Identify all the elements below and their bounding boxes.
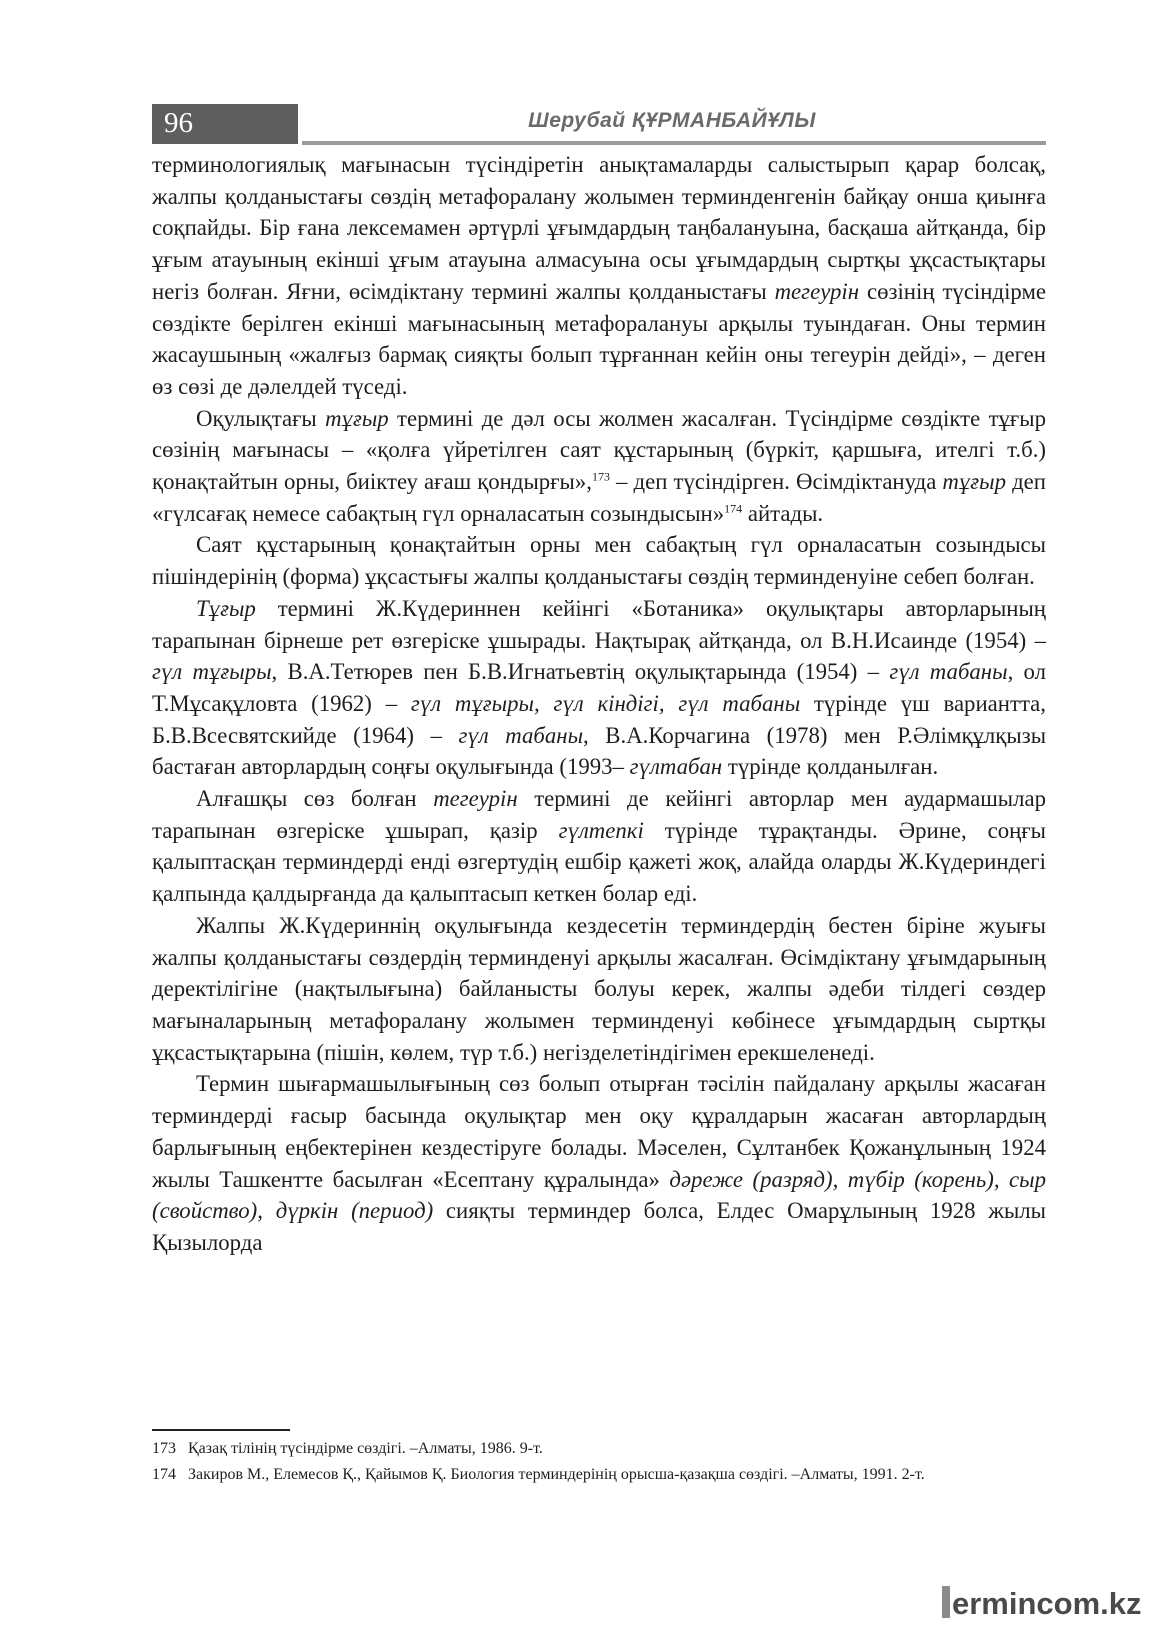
footnotes [152,1436,1052,1488]
footnote-separator [152,1429,290,1431]
text-run: Термин шығармашылығының сөз болып отырған тәсілін пайдалану арқылы жасаған терминдерді ғасыр басында оқулықтар мен оқу құралдарын жасаған авторлардың барлығының еңбектерінен кездестіруге болады. Мәселен, Сұлтанбек Қожанұлының 1924 жылы Ташкентте басылған «Есептану құралында» [152,1071,1046,1192]
text-run: терминологиялық мағынасын түсіндіретін анықтамаларды салыстырып қарар болсақ, жалпы қолданыстағы сөздің метафоралану жолымен терминденгенін байқау онша қиынға соқпайды. Бір ғана лексемамен әртүрлі ұғымдардың таңбалануына, басқаша айтқанда, бір ұғым атауының екінші ұғым атауына алмасуына осы ұғымдардың сыртқы ұқсастықтары негіз болған. Яғни, өсімдіктану термині жалпы қолданыстағы [152,152,1046,304]
text-run: Саят құстарының қонақтайтын орны мен сабақтың гүл орналасатын созындысы пішіндерінің (форма) ұқсастығы жалпы қолданыстағы сөздің терминденуіне себеп болған. [152,532,1046,590]
footnote-text: Қазақ тілінің түсіндірме сөздігі. –Алматы, 1986. 9-т. [188,1440,543,1457]
text-run: термині Ж.Күдериннен кейінгі «Ботаника» оқулықтары авторларының тарапынан бірнеше рет өзгеріске ұшырады. Нақтырақ айтқанда, ол В.Н.Исаинде (1954) – [152,595,1046,653]
text-run: айтады. [742,500,824,526]
header-rule [302,141,1046,145]
text-run: , В.А.Корчагина (1978) мен Р.Әлімқұлқызы бастаған авторлардың соңғы оқулығында (1993– [152,722,1047,780]
page-number: 96 [164,107,193,139]
paragraph [152,783,1046,910]
text-run: Оқулықтағы [196,405,326,431]
paragraph [152,1068,1046,1258]
term-italic: тегеурін [433,786,518,812]
term-italic: Тұғыр [196,595,256,621]
term-italic: гүлтабан [629,754,723,780]
term-italic: гүл табаны [889,659,1008,685]
text-run: Алғашқы сөз болған [196,786,434,812]
watermark-text: ermincom.kz [952,1586,1142,1621]
body-text [152,149,1046,1259]
text-run: – деп түсіндірген. Өсімдіктануда [609,469,943,495]
text-run: , ол Т.Мұсақұловта (1962) – [152,659,1046,716]
text-run: түрінде тұрақтанды. Әрине, соңғы қалыптасқан терминдерді енді өзгертудің ешбір қажеті жоқ, алайда оларды Ж.Күдериндегі қалпында қалдырғанда да қалыптасып кеткен болар еді. [152,817,1046,907]
footnote-text: Закиров М., Елемесов Қ., Қайымов Қ. Биология терминдерінің орысша-қазақша сөздігі. –Алматы, 1991. 2-т. [188,1466,925,1483]
text-run: сөзінің түсіндірме сөздікте берілген екінші мағынасының метафоралануы арқылы туындаған. Оны термин жасаушының «жалғыз бармақ сияқты болып тұрғаннан кейін оны тегеурін дейді», – деген өз сөзі де дәлелдей түседі. [152,278,1046,399]
term-italic: дәреже (разряд), түбір (корень), сыр (свойство), дүркін (период) [152,1166,1046,1224]
paragraph [152,149,1046,403]
text-run: түрінде қолданылған. [722,754,939,780]
paragraph [152,910,1046,1069]
site-watermark [942,1586,1142,1622]
paragraph [152,529,1046,592]
footnote [152,1436,1052,1462]
text-run: Жалпы Ж.Күдериннің оқулығында кездесетін терминдердің бестен біріне жуығы жалпы қолданыстағы сөздердің терминденуі арқылы жасалған. Өсімдіктану ұғымдарының деректілігіне (нақтылығына) байланысты болуы керек, жалпы әдеби тілдегі сөздер мағыналарының метафоралану жолымен терминденуі көбінесе ұғымдардың сыртқы ұқсастықтарына (пішін, көлем, түр т.б.) негізделетіндігімен ерекшеленеді. [152,912,1046,1065]
term-italic: гүл табаны [458,722,584,748]
footnote-number: 174 [152,1466,176,1483]
footnote-number: 173 [152,1440,176,1457]
footnote-ref: 173 [591,469,610,484]
text-run: термині де кейінгі авторлар мен аудармашылар тарапынан өзгеріске ұшырап, қазір [152,786,1046,843]
term-italic: тұғыр [325,405,389,431]
term-italic: гүл тұғыры, гүл кіндігі, гүл табаны [410,690,801,716]
text-run: термині де дәл осы жолмен жасалған. Түсіндірме сөздікте тұғыр сөзінің мағынасы – «қолға үйретілген саят құстарының (бүркіт, қаршыға, ителгі т.б.) қонақтайтын орны, биіктеу ағаш қондырғы», [152,405,1046,495]
term-italic: тегеурін [774,278,860,304]
footnote [152,1462,1052,1488]
footnote-ref: 174 [724,501,743,516]
paragraph [152,403,1046,530]
page-header [152,104,1046,146]
text-run: сияқты терминдер болса, Елдес Омарұлының 1928 жылы Қызылорда [152,1198,1046,1255]
page-number-box [152,104,298,144]
term-italic: гүлтепкі [558,817,644,843]
term-italic: тұғыр [942,469,1006,495]
term-italic: гүл тұғыры [152,659,272,685]
running-head-author: Шерубай ҚҰРМАНБАЙҰЛЫ [528,109,816,132]
text-run: деп «гүлсағақ немесе сабақтың гүл орналасатын созындысын» [152,469,1046,526]
text-run: түрінде үш вариантта, Б.В.Всесвятскийде (1964) – [152,690,1046,748]
text-run: , В.А.Тетюрев пен Б.В.Игнатьевтің оқулықтарында (1954) – [271,659,890,685]
paragraph [152,593,1046,783]
watermark-logo-icon [942,1586,950,1618]
